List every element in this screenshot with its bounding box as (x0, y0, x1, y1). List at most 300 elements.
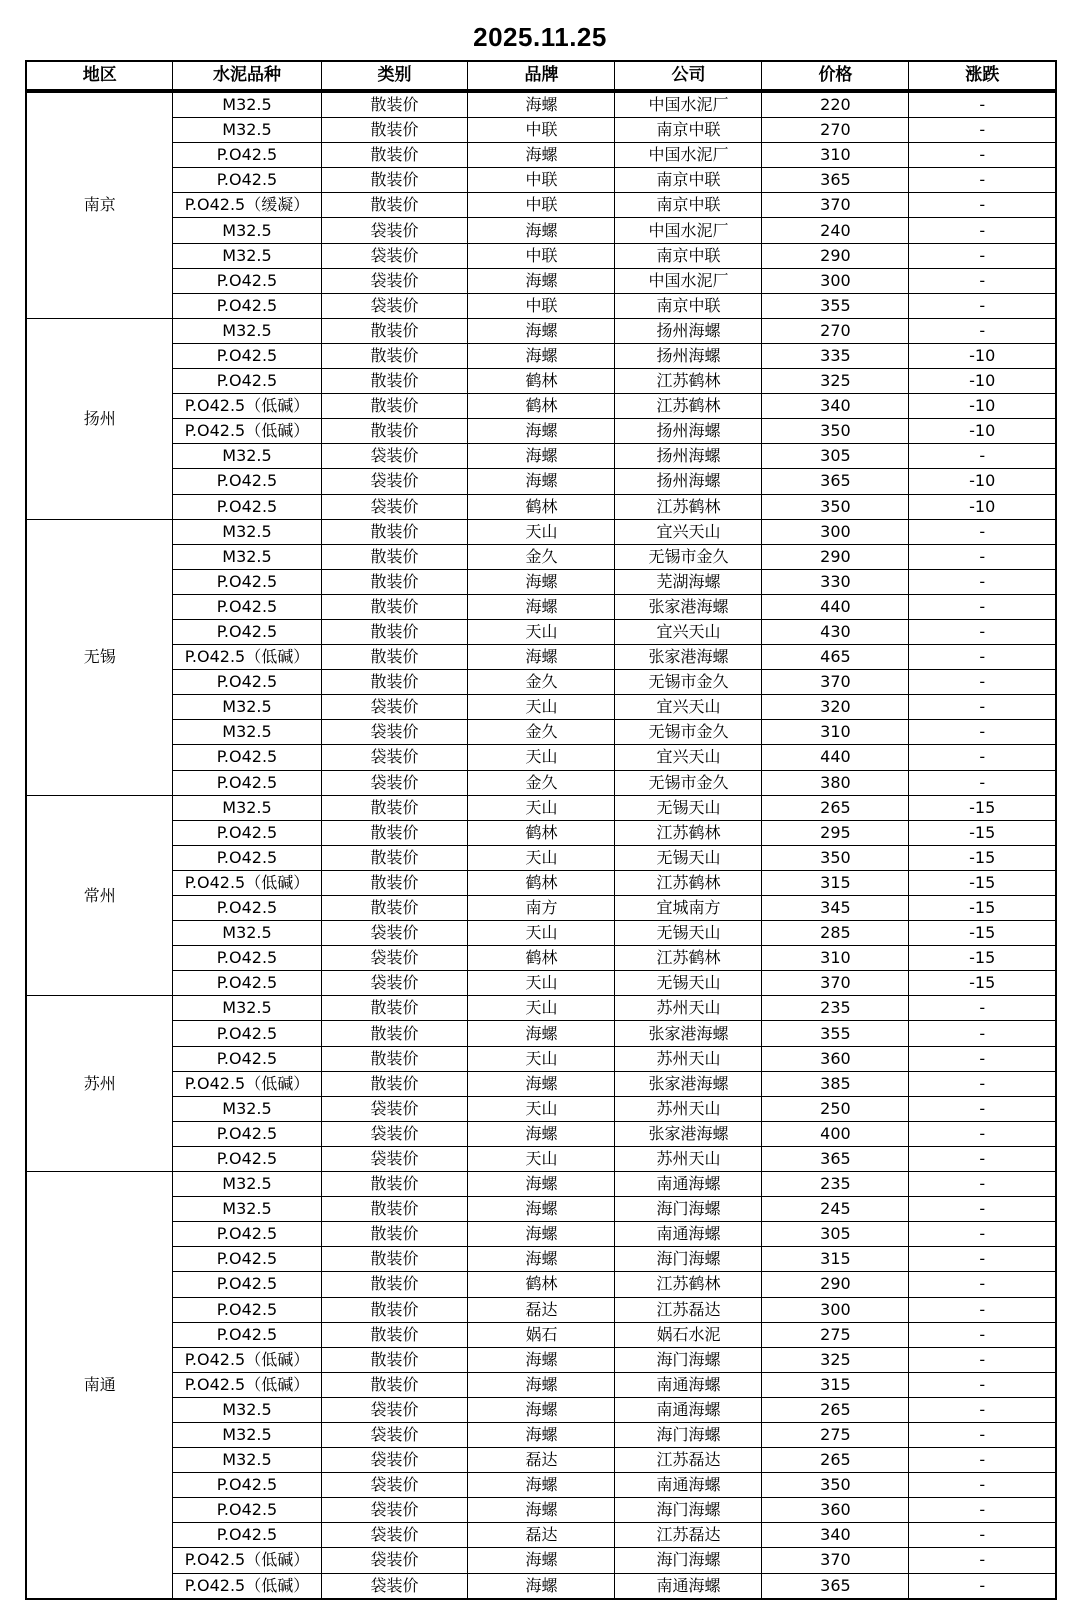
cell-category: 散装价 (321, 1071, 468, 1096)
table-row (26, 619, 1056, 644)
table-row (26, 1322, 1056, 1347)
cell-change: - (909, 745, 1056, 770)
cell-brand: 海螺 (468, 218, 615, 243)
cell-brand: 海螺 (468, 268, 615, 293)
cell-cement-type: P.O42.5（低碱） (173, 1548, 321, 1573)
cell-category: 散装价 (321, 1247, 468, 1272)
cell-cement-type: P.O42.5 (173, 293, 321, 318)
cell-brand: 海螺 (468, 318, 615, 343)
cell-price: 320 (762, 695, 909, 720)
cell-change: - (909, 619, 1056, 644)
cell-price: 300 (762, 519, 909, 544)
cell-price: 285 (762, 921, 909, 946)
cell-company: 宜城南方 (615, 896, 762, 921)
cell-brand: 娲石 (468, 1322, 615, 1347)
cell-cement-type: P.O42.5（低碱） (173, 870, 321, 895)
cell-company: 无锡市金久 (615, 544, 762, 569)
cell-brand: 海螺 (468, 1197, 615, 1222)
cell-company: 张家港海螺 (615, 645, 762, 670)
cell-price: 400 (762, 1121, 909, 1146)
cell-category: 袋装价 (321, 218, 468, 243)
cell-brand: 磊达 (468, 1448, 615, 1473)
cell-category: 散装价 (321, 544, 468, 569)
cell-company: 扬州海螺 (615, 419, 762, 444)
cell-change: - (909, 720, 1056, 745)
cell-category: 散装价 (321, 670, 468, 695)
cell-category: 散装价 (321, 569, 468, 594)
cell-brand: 海螺 (468, 1347, 615, 1372)
cell-company: 无锡市金久 (615, 770, 762, 795)
cell-price: 330 (762, 569, 909, 594)
cell-price: 355 (762, 293, 909, 318)
cell-change: - (909, 1046, 1056, 1071)
cell-cement-type: P.O42.5 (173, 268, 321, 293)
cell-price: 380 (762, 770, 909, 795)
cell-cement-type: P.O42.5 (173, 1046, 321, 1071)
cell-cement-type: M32.5 (173, 1172, 321, 1197)
cell-company: 江苏磊达 (615, 1297, 762, 1322)
cell-category: 袋装价 (321, 494, 468, 519)
cell-change: - (909, 594, 1056, 619)
cell-change: -15 (909, 795, 1056, 820)
table-row (26, 544, 1056, 569)
cell-cement-type: P.O42.5 (173, 1146, 321, 1171)
cell-price: 315 (762, 870, 909, 895)
cell-cement-type: P.O42.5 (173, 670, 321, 695)
table-row (26, 971, 1056, 996)
cell-cement-type: P.O42.5 (173, 1247, 321, 1272)
table-row (26, 1523, 1056, 1548)
cell-brand: 磊达 (468, 1297, 615, 1322)
cell-change: - (909, 268, 1056, 293)
cell-price: 350 (762, 494, 909, 519)
table-row (26, 770, 1056, 795)
table-row (26, 1197, 1056, 1222)
cell-company: 南京中联 (615, 193, 762, 218)
table-row (26, 1046, 1056, 1071)
cell-brand: 海螺 (468, 1121, 615, 1146)
table-row (26, 268, 1056, 293)
table-row (26, 419, 1056, 444)
table-row (26, 369, 1056, 394)
cell-company: 南通海螺 (615, 1172, 762, 1197)
cell-category: 袋装价 (321, 720, 468, 745)
cell-category: 散装价 (321, 1322, 468, 1347)
table-row (26, 519, 1056, 544)
cell-category: 散装价 (321, 369, 468, 394)
cell-category: 散装价 (321, 343, 468, 368)
cell-price: 275 (762, 1422, 909, 1447)
cell-cement-type: M32.5 (173, 695, 321, 720)
cell-price: 350 (762, 419, 909, 444)
cell-category: 散装价 (321, 845, 468, 870)
cell-company: 南通海螺 (615, 1473, 762, 1498)
cell-price: 325 (762, 1347, 909, 1372)
table-row (26, 143, 1056, 168)
cell-company: 中国水泥厂 (615, 143, 762, 168)
cell-change: - (909, 1347, 1056, 1372)
cell-change: - (909, 1498, 1056, 1523)
cell-category: 散装价 (321, 143, 468, 168)
cell-company: 南通海螺 (615, 1222, 762, 1247)
cell-company: 苏州天山 (615, 1046, 762, 1071)
cell-cement-type: P.O42.5 (173, 1523, 321, 1548)
cell-company: 江苏鹤林 (615, 870, 762, 895)
cell-company: 苏州天山 (615, 1096, 762, 1121)
cell-price: 430 (762, 619, 909, 644)
cell-cement-type: M32.5 (173, 1422, 321, 1447)
cell-company: 无锡天山 (615, 971, 762, 996)
cell-category: 袋装价 (321, 1121, 468, 1146)
cell-cement-type: P.O42.5 (173, 845, 321, 870)
cell-brand: 金久 (468, 720, 615, 745)
cell-change: - (909, 670, 1056, 695)
cell-category: 散装价 (321, 594, 468, 619)
cell-price: 265 (762, 795, 909, 820)
cell-cement-type: M32.5 (173, 720, 321, 745)
cell-brand: 海螺 (468, 1172, 615, 1197)
table-row (26, 921, 1056, 946)
cell-brand: 海螺 (468, 645, 615, 670)
cell-category: 散装价 (321, 1046, 468, 1071)
cell-brand: 天山 (468, 971, 615, 996)
table-row (26, 670, 1056, 695)
cell-company: 无锡天山 (615, 921, 762, 946)
cell-region: 苏州 (26, 996, 173, 1172)
cell-change: - (909, 770, 1056, 795)
cell-price: 325 (762, 369, 909, 394)
table-row (26, 1021, 1056, 1046)
cell-price: 265 (762, 1397, 909, 1422)
cell-cement-type: P.O42.5 (173, 143, 321, 168)
cell-price: 340 (762, 1523, 909, 1548)
cell-cement-type: P.O42.5 (173, 745, 321, 770)
cell-category: 散装价 (321, 795, 468, 820)
cell-change: - (909, 1422, 1056, 1447)
cell-category: 散装价 (321, 1172, 468, 1197)
cell-price: 315 (762, 1247, 909, 1272)
table-row (26, 720, 1056, 745)
cell-change: - (909, 293, 1056, 318)
cell-cement-type: M32.5 (173, 91, 321, 118)
cell-cement-type: P.O42.5 (173, 770, 321, 795)
table-row (26, 218, 1056, 243)
cell-price: 440 (762, 745, 909, 770)
cell-price: 250 (762, 1096, 909, 1121)
cell-brand: 天山 (468, 996, 615, 1021)
cell-company: 江苏鹤林 (615, 494, 762, 519)
table-row (26, 745, 1056, 770)
cell-company: 中国水泥厂 (615, 268, 762, 293)
cell-cement-type: P.O42.5 (173, 594, 321, 619)
cell-brand: 海螺 (468, 1573, 615, 1599)
cell-cement-type: M32.5 (173, 1096, 321, 1121)
cell-brand: 中联 (468, 193, 615, 218)
cell-category: 袋装价 (321, 1096, 468, 1121)
cell-category: 袋装价 (321, 1473, 468, 1498)
cell-cement-type: M32.5 (173, 444, 321, 469)
cell-change: - (909, 1247, 1056, 1272)
cell-company: 海门海螺 (615, 1548, 762, 1573)
price-table (25, 60, 1057, 1600)
cell-cement-type: P.O42.5 (173, 946, 321, 971)
cell-price: 335 (762, 343, 909, 368)
cell-company: 无锡天山 (615, 795, 762, 820)
cell-category: 袋装价 (321, 469, 468, 494)
cell-company: 无锡市金久 (615, 670, 762, 695)
cell-company: 海门海螺 (615, 1498, 762, 1523)
cell-category: 散装价 (321, 519, 468, 544)
cell-price: 370 (762, 193, 909, 218)
cell-company: 中国水泥厂 (615, 91, 762, 118)
cell-company: 张家港海螺 (615, 1071, 762, 1096)
table-row (26, 91, 1056, 118)
cell-price: 220 (762, 91, 909, 118)
cell-price: 370 (762, 670, 909, 695)
cell-change: -10 (909, 394, 1056, 419)
cell-brand: 海螺 (468, 1247, 615, 1272)
cell-brand: 中联 (468, 168, 615, 193)
table-row (26, 1498, 1056, 1523)
cell-category: 袋装价 (321, 1498, 468, 1523)
cell-change: -15 (909, 971, 1056, 996)
cell-brand: 海螺 (468, 1372, 615, 1397)
cell-category: 散装价 (321, 870, 468, 895)
cell-brand: 海螺 (468, 469, 615, 494)
cell-company: 苏州天山 (615, 996, 762, 1021)
cell-company: 海门海螺 (615, 1347, 762, 1372)
cell-region: 南京 (26, 91, 173, 318)
cell-change: -15 (909, 845, 1056, 870)
cell-brand: 鹤林 (468, 369, 615, 394)
cell-category: 散装价 (321, 645, 468, 670)
cell-brand: 海螺 (468, 419, 615, 444)
cell-change: - (909, 118, 1056, 143)
cell-cement-type: P.O42.5（低碱） (173, 645, 321, 670)
cell-category: 袋装价 (321, 695, 468, 720)
table-row (26, 494, 1056, 519)
cell-cement-type: P.O42.5 (173, 1272, 321, 1297)
cell-cement-type: P.O42.5 (173, 494, 321, 519)
table-row (26, 1146, 1056, 1171)
cell-cement-type: P.O42.5 (173, 569, 321, 594)
cell-company: 南京中联 (615, 243, 762, 268)
cell-cement-type: P.O42.5（低碱） (173, 394, 321, 419)
cell-category: 散装价 (321, 318, 468, 343)
cell-brand: 天山 (468, 745, 615, 770)
cell-price: 360 (762, 1046, 909, 1071)
page-title: 2025.11.25 (473, 22, 607, 52)
cell-price: 295 (762, 820, 909, 845)
header-brand: 品牌 (468, 61, 615, 91)
cell-change: -10 (909, 343, 1056, 368)
cell-category: 散装价 (321, 1297, 468, 1322)
table-row (26, 820, 1056, 845)
cell-category: 袋装价 (321, 1548, 468, 1573)
cell-brand: 鹤林 (468, 870, 615, 895)
cell-cement-type: M32.5 (173, 921, 321, 946)
cell-brand: 海螺 (468, 1422, 615, 1447)
cell-category: 袋装价 (321, 293, 468, 318)
cell-category: 散装价 (321, 619, 468, 644)
cell-change: -15 (909, 946, 1056, 971)
cell-price: 360 (762, 1498, 909, 1523)
table-row (26, 594, 1056, 619)
cell-change: - (909, 1448, 1056, 1473)
cell-change: -10 (909, 419, 1056, 444)
cell-category: 散装价 (321, 1272, 468, 1297)
cell-brand: 金久 (468, 670, 615, 695)
cell-change: - (909, 1222, 1056, 1247)
table-row (26, 569, 1056, 594)
cell-company: 张家港海螺 (615, 1121, 762, 1146)
cell-cement-type: P.O42.5（低碱） (173, 1573, 321, 1599)
cell-price: 310 (762, 143, 909, 168)
cell-cement-type: M32.5 (173, 795, 321, 820)
cell-brand: 中联 (468, 118, 615, 143)
cell-category: 散装价 (321, 394, 468, 419)
cell-company: 宜兴天山 (615, 619, 762, 644)
cell-category: 散装价 (321, 996, 468, 1021)
cell-change: - (909, 168, 1056, 193)
cell-brand: 天山 (468, 845, 615, 870)
cell-change: - (909, 1372, 1056, 1397)
cell-change: - (909, 1272, 1056, 1297)
cell-cement-type: P.O42.5 (173, 820, 321, 845)
cell-category: 散装价 (321, 193, 468, 218)
cell-cement-type: P.O42.5 (173, 1222, 321, 1247)
cell-cement-type: M32.5 (173, 243, 321, 268)
cell-company: 张家港海螺 (615, 594, 762, 619)
cell-cement-type: M32.5 (173, 218, 321, 243)
cell-price: 290 (762, 1272, 909, 1297)
cell-price: 300 (762, 268, 909, 293)
cell-brand: 南方 (468, 896, 615, 921)
cell-category: 散装价 (321, 1347, 468, 1372)
table-row (26, 444, 1056, 469)
cell-category: 散装价 (321, 1197, 468, 1222)
cell-brand: 鹤林 (468, 394, 615, 419)
cell-company: 无锡市金久 (615, 720, 762, 745)
cell-company: 扬州海螺 (615, 444, 762, 469)
cell-price: 365 (762, 168, 909, 193)
cell-brand: 鹤林 (468, 820, 615, 845)
cell-price: 465 (762, 645, 909, 670)
cell-company: 江苏鹤林 (615, 820, 762, 845)
cell-region: 南通 (26, 1172, 173, 1599)
cell-company: 宜兴天山 (615, 519, 762, 544)
cell-category: 袋装价 (321, 921, 468, 946)
cell-change: -10 (909, 494, 1056, 519)
cell-price: 235 (762, 996, 909, 1021)
cell-change: - (909, 1146, 1056, 1171)
table-row (26, 1548, 1056, 1573)
cell-price: 350 (762, 1473, 909, 1498)
cell-brand: 金久 (468, 544, 615, 569)
table-row (26, 1172, 1056, 1197)
cell-company: 江苏鹤林 (615, 394, 762, 419)
table-row (26, 469, 1056, 494)
cell-company: 南京中联 (615, 168, 762, 193)
cell-change: - (909, 1172, 1056, 1197)
table-row (26, 1096, 1056, 1121)
cell-price: 355 (762, 1021, 909, 1046)
cell-price: 370 (762, 1548, 909, 1573)
cell-cement-type: M32.5 (173, 118, 321, 143)
cell-cement-type: M32.5 (173, 1197, 321, 1222)
cell-category: 散装价 (321, 419, 468, 444)
cell-change: -10 (909, 369, 1056, 394)
table-row (26, 1222, 1056, 1247)
cell-company: 宜兴天山 (615, 695, 762, 720)
cell-category: 袋装价 (321, 1397, 468, 1422)
cell-change: - (909, 519, 1056, 544)
table-row (26, 1297, 1056, 1322)
cell-brand: 海螺 (468, 91, 615, 118)
cell-company: 江苏鹤林 (615, 1272, 762, 1297)
cell-category: 袋装价 (321, 1523, 468, 1548)
cell-brand: 天山 (468, 619, 615, 644)
cell-cement-type: M32.5 (173, 519, 321, 544)
cell-cement-type: P.O42.5 (173, 1297, 321, 1322)
cell-cement-type: M32.5 (173, 318, 321, 343)
cell-category: 袋装价 (321, 1573, 468, 1599)
table-row (26, 645, 1056, 670)
cell-company: 苏州天山 (615, 1146, 762, 1171)
table-row (26, 343, 1056, 368)
cell-brand: 天山 (468, 921, 615, 946)
cell-category: 散装价 (321, 820, 468, 845)
table-row (26, 1347, 1056, 1372)
cell-company: 江苏鹤林 (615, 946, 762, 971)
cell-brand: 海螺 (468, 343, 615, 368)
cell-company: 宜兴天山 (615, 745, 762, 770)
cell-company: 扬州海螺 (615, 318, 762, 343)
cell-change: - (909, 143, 1056, 168)
table-row (26, 118, 1056, 143)
cell-change: - (909, 1121, 1056, 1146)
cell-price: 340 (762, 394, 909, 419)
cell-cement-type: P.O42.5（低碱） (173, 1372, 321, 1397)
header-price: 价格 (762, 61, 909, 91)
table-row (26, 946, 1056, 971)
cell-company: 扬州海螺 (615, 469, 762, 494)
cell-company: 南通海螺 (615, 1397, 762, 1422)
cell-brand: 中联 (468, 293, 615, 318)
cell-cement-type: P.O42.5 (173, 1322, 321, 1347)
table-row (26, 845, 1056, 870)
cell-brand: 天山 (468, 1096, 615, 1121)
header-change: 涨跌 (909, 61, 1056, 91)
cell-change: -10 (909, 469, 1056, 494)
header-region: 地区 (26, 61, 173, 91)
cell-brand: 海螺 (468, 1498, 615, 1523)
cell-price: 310 (762, 720, 909, 745)
cell-cement-type: P.O42.5（缓凝） (173, 193, 321, 218)
cell-price: 440 (762, 594, 909, 619)
cell-brand: 鹤林 (468, 494, 615, 519)
cell-change: - (909, 1473, 1056, 1498)
cell-category: 散装价 (321, 91, 468, 118)
cell-cement-type: P.O42.5 (173, 1473, 321, 1498)
header-cement-type: 水泥品种 (173, 61, 321, 91)
cell-change: - (909, 996, 1056, 1021)
cell-company: 南京中联 (615, 118, 762, 143)
cell-change: - (909, 1397, 1056, 1422)
cell-cement-type: P.O42.5 (173, 469, 321, 494)
cell-cement-type: P.O42.5（低碱） (173, 1347, 321, 1372)
cell-company: 海门海螺 (615, 1247, 762, 1272)
